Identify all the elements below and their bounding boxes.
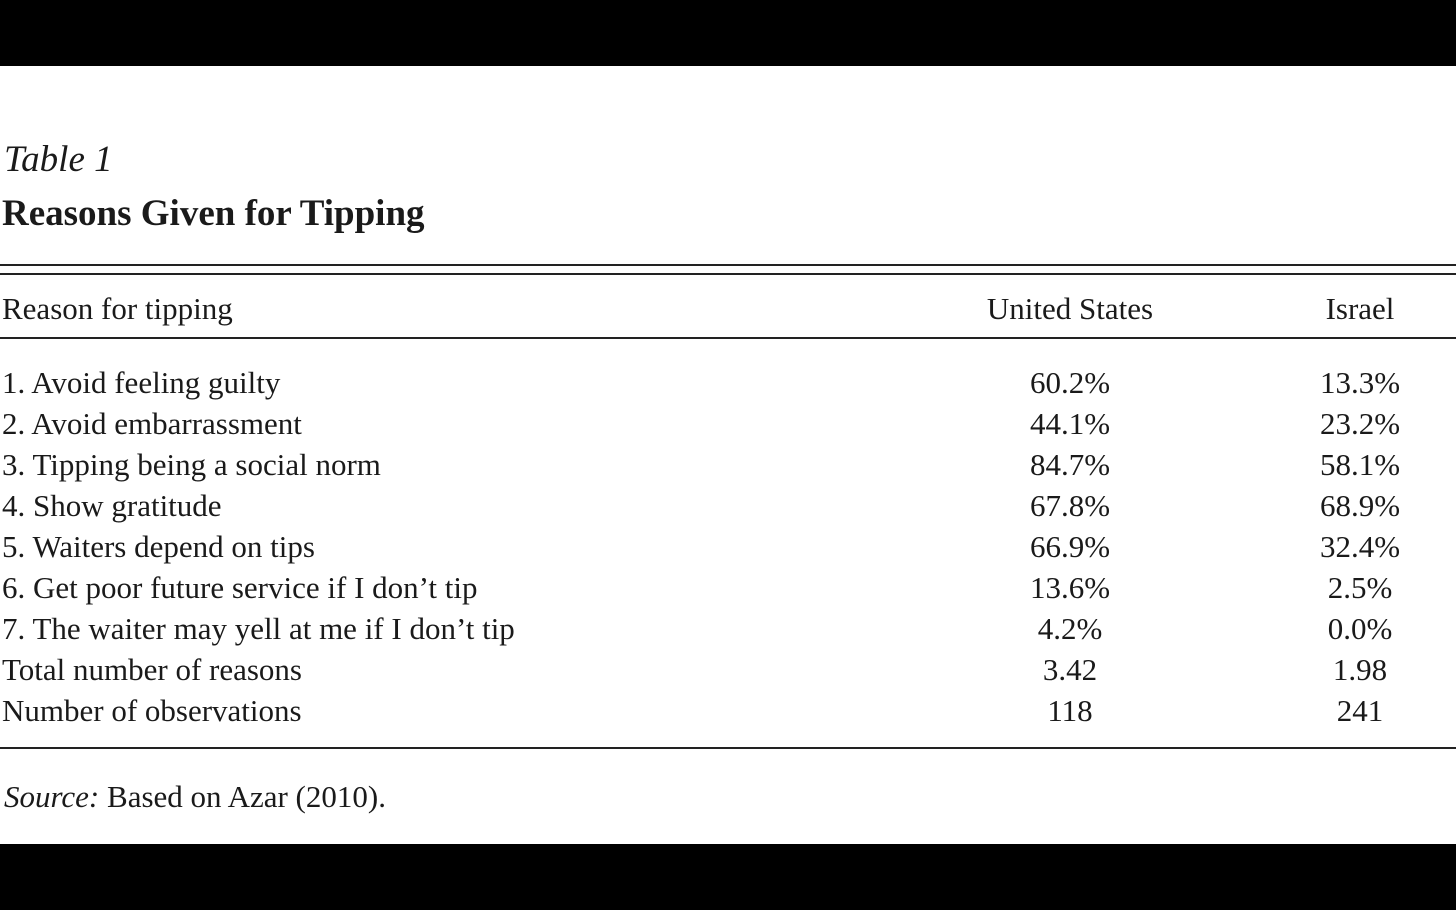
header-reason: Reason for tipping	[2, 291, 233, 326]
row-us-value: 60.2%	[1029, 365, 1111, 400]
row-us-value: 84.7%	[1029, 447, 1111, 482]
source-note	[4, 777, 386, 817]
table-row	[0, 650, 1456, 690]
table-title: Reasons Given for Tipping	[2, 193, 425, 234]
header-israel: Israel	[1325, 291, 1395, 326]
row-us-value: 13.6%	[1029, 570, 1111, 605]
row-reason: 5. Waiters depend on tips	[2, 529, 315, 564]
top-rule-upper	[0, 264, 1456, 266]
row-us-value: 4.2%	[1037, 611, 1103, 646]
row-reason: 1. Avoid feeling guilty	[2, 365, 281, 400]
table-row	[0, 691, 1456, 731]
table-row	[0, 486, 1456, 526]
top-rule-lower	[0, 273, 1456, 275]
bottom-rule	[0, 747, 1456, 749]
row-us-value: 67.8%	[1029, 488, 1111, 523]
row-israel-value: 23.2%	[1319, 406, 1401, 441]
row-reason: 4. Show gratitude	[2, 488, 222, 523]
row-israel-value: 32.4%	[1319, 529, 1401, 564]
row-israel-value: 58.1%	[1319, 447, 1401, 482]
header-united-states: United States	[986, 291, 1154, 326]
row-israel-value: 0.0%	[1327, 611, 1393, 646]
row-reason: Number of observations	[2, 693, 302, 728]
table-row	[0, 445, 1456, 485]
row-reason: 6. Get poor future service if I don’t tip	[2, 570, 478, 605]
table-label: Table 1	[4, 139, 113, 180]
row-us-value: 118	[1047, 693, 1093, 728]
row-reason: 2. Avoid embarrassment	[2, 406, 302, 441]
row-us-value: 66.9%	[1029, 529, 1111, 564]
row-us-value: 3.42	[1042, 652, 1098, 687]
row-reason: Total number of reasons	[2, 652, 302, 687]
row-israel-value: 1.98	[1332, 652, 1388, 687]
table-row	[0, 404, 1456, 444]
document-page	[0, 66, 1456, 844]
table-row	[0, 363, 1456, 403]
table-row	[0, 527, 1456, 567]
table-row	[0, 568, 1456, 608]
source-text: Based on Azar (2010).	[99, 779, 386, 814]
row-reason: 7. The waiter may yell at me if I don’t tip	[2, 611, 515, 646]
header-rule	[0, 337, 1456, 339]
row-reason: 3. Tipping being a social norm	[2, 447, 381, 482]
table-header-row	[0, 289, 1456, 329]
row-israel-value: 2.5%	[1327, 570, 1393, 605]
row-israel-value: 68.9%	[1319, 488, 1401, 523]
row-us-value: 44.1%	[1029, 406, 1111, 441]
table-row	[0, 609, 1456, 649]
row-israel-value: 13.3%	[1319, 365, 1401, 400]
source-label: Source:	[4, 779, 100, 814]
row-israel-value: 241	[1336, 693, 1384, 728]
